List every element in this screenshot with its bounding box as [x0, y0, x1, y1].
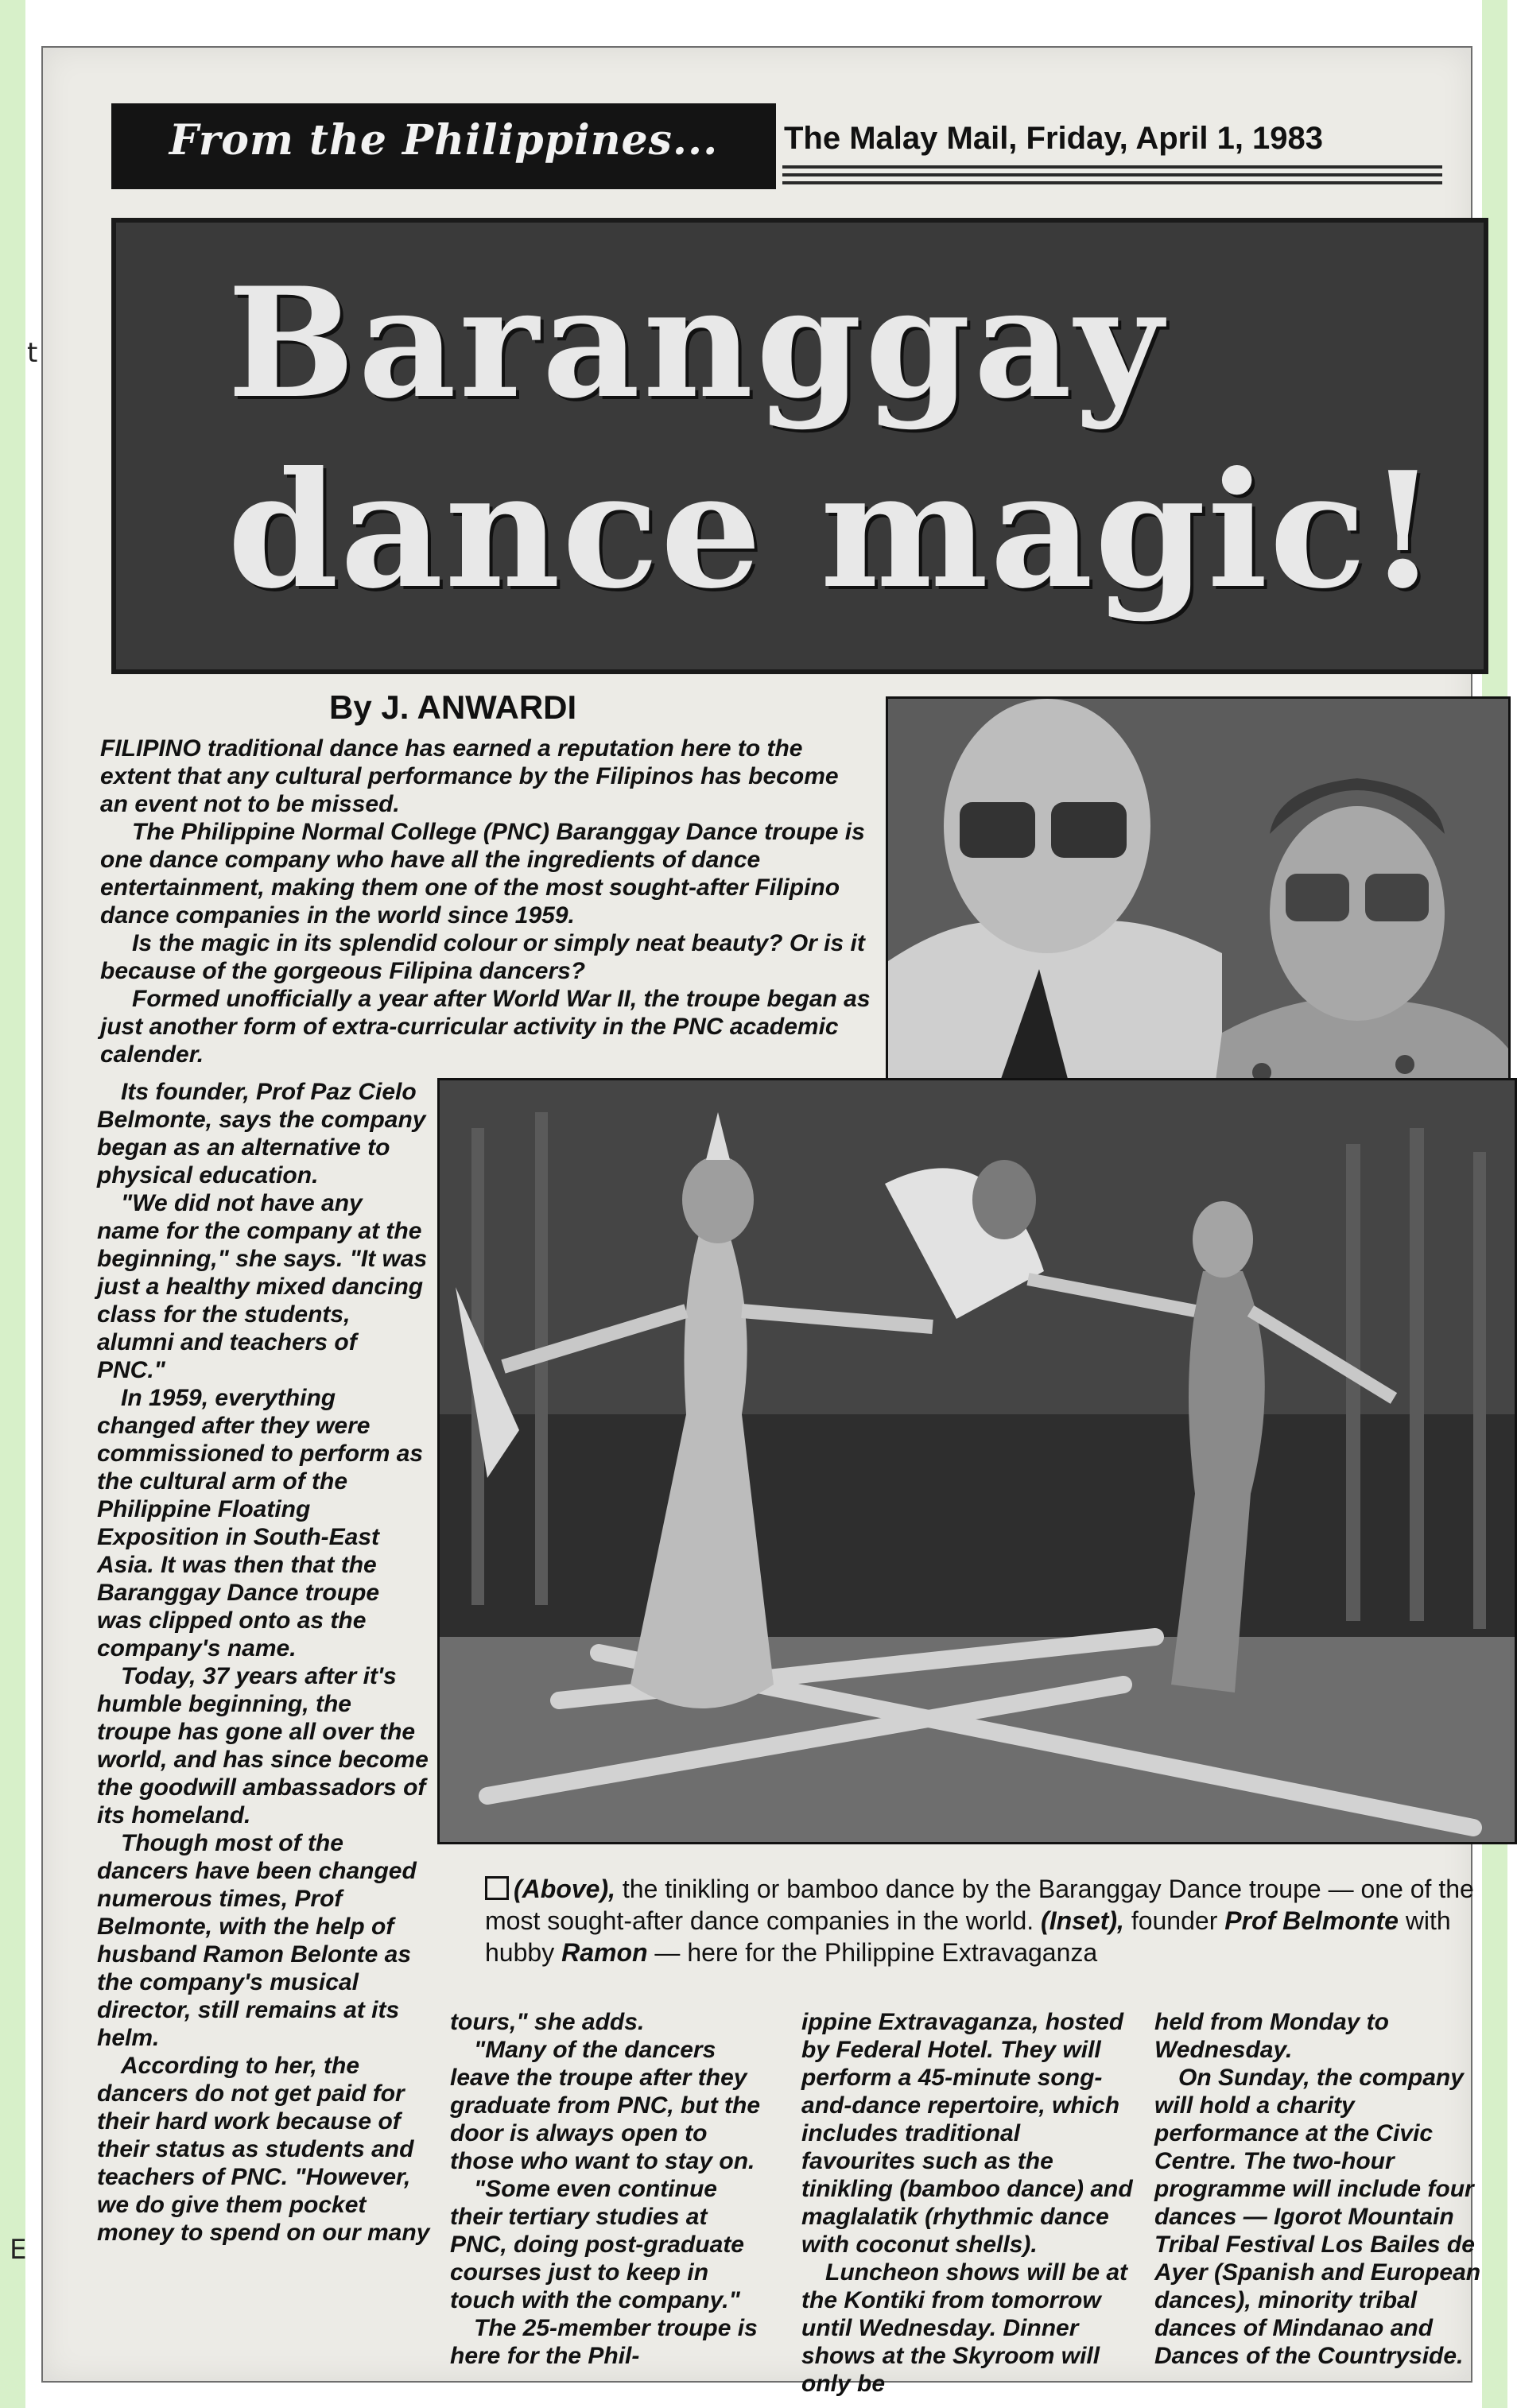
edge-mark-t: t [27, 337, 38, 369]
caption-inset-label: (Inset), [1041, 1906, 1124, 1935]
column-d [1154, 2008, 1488, 2370]
main-photo-tinikling [437, 1078, 1517, 1844]
paragraph: Luncheon shows will be at the Kontiki from tomorrow until Wednesday. Dinner shows at the Skyroom will only be [801, 2259, 1128, 2397]
paragraph: ippine Extravaganza, hosted by Federal Hotel. They will perform a 45-minute song-and-dance repertoire, which includes traditional favourites such as the tinikling (bamboo dance) and maglalatik (rhythmic dance with coconut shells). [801, 2009, 1133, 2258]
caption-name: Prof Belmonte [1224, 1906, 1399, 1935]
paragraph: In 1959, everything changed after they were commissioned to perform as the cultural arm of the Philippine Floating Exposition in South-East Asia. It was then that the Baranggay Dance troupe was clipped onto as the company's name. [97, 1385, 424, 1662]
paragraph: tours," she adds. [450, 2009, 645, 2035]
newspaper-clipping [41, 46, 1481, 2397]
scan-border-left [0, 0, 25, 2408]
caption-above-label: (Above), [514, 1875, 615, 1903]
byline: By J. ANWARDI [329, 688, 577, 726]
paragraph: Its founder, Prof Paz Cielo Belmonte, says the company began as an alternative to physical education. [97, 1079, 426, 1188]
caption-box-icon [485, 1876, 509, 1900]
dateline: The Malay Mail, Friday, April 1, 1983 [784, 121, 1324, 156]
paragraph: Though most of the dancers have been changed numerous times, Prof Belmonte, with the help of husband Ramon Belonte as the company's musical director, still remains at its helm. [97, 1830, 417, 2051]
paragraph: Today, 37 years after it's humble beginning, the troupe has gone all over the world, and has since become the goodwill ambassadors of its homeland. [97, 1663, 429, 1828]
paragraph: Formed unofficially a year after World War II, the troupe began as just another form of extra-curricular activity in the PNC academic calender. [100, 986, 871, 1068]
column-b [450, 2008, 768, 2370]
header-rules [782, 165, 1442, 197]
column-c [801, 2008, 1135, 2398]
caption-text: the tinikling or bamboo dance by the Baranggay Dance troupe — one of the most sought-after dance companies in the world. [485, 1875, 1474, 1935]
paragraph: On Sunday, the company will hold a charity performance at the Civic Centre. The two-hour programme will include four dances — Igorot Mountain Tribal Festival Los Bailes de Ayer (Spanish and European dances), minority tribal dances of Mindanao and Dances of the Countryside. [1154, 2065, 1481, 2369]
paragraph: Is the magic in its splendid colour or simply neat beauty? Or is it because of the gorgeous Filipina dancers? [100, 930, 865, 984]
caption-text: — here for the Philippine Extravaganza [647, 1938, 1098, 1967]
paragraph: "Many of the dancers leave the troupe after they graduate from PNC, but the door is always open to those who want to stay on. [450, 2037, 761, 2174]
paragraph: "Some even continue their tertiary studies at PNC, doing post-graduate courses just to keep in touch with the company." [450, 2176, 744, 2313]
headline-line-2: dance magic! [227, 437, 1440, 624]
paragraph: The Philippine Normal College (PNC) Baranggay Dance troupe is one dance company who have all the ingredients of dance entertainment, making them one of the most sought-after Filipino dance companies in the world since 1959. [100, 819, 865, 929]
caption-text: founder [1123, 1906, 1225, 1935]
paragraph: The 25-member troupe is here for the Phil- [450, 2315, 758, 2369]
paragraph: FILIPINO traditional dance has earned a reputation here to the extent that any cultural performance by the Filipinos has become an event not to be missed. [100, 735, 839, 817]
section-label-box [111, 103, 776, 189]
main-photo-illustration [440, 1080, 1515, 1842]
paragraph: held from Monday to Wednesday. [1154, 2009, 1389, 2063]
intro-text [100, 735, 871, 1068]
paragraph: "We did not have any name for the company at the beginning," she says. "It was just a healthy mixed dancing class for the students, alumni and teachers of PNC." [97, 1190, 428, 1383]
column-left [97, 1078, 431, 2247]
edge-mark-e: E [10, 2234, 27, 2266]
section-label: From the Philippines... [169, 116, 719, 165]
headline-line-1: Baranggay [227, 254, 1166, 432]
caption-name: Ramon [561, 1938, 648, 1967]
paragraph: According to her, the dancers do not get paid for their hard work because of their status as students and teachers of PNC. "However, we do give them pocket money to spend on our many [97, 2053, 430, 2246]
headline-box [111, 218, 1488, 674]
photo-caption [485, 1873, 1487, 1968]
caption-text: with hubby [485, 1906, 1451, 1967]
